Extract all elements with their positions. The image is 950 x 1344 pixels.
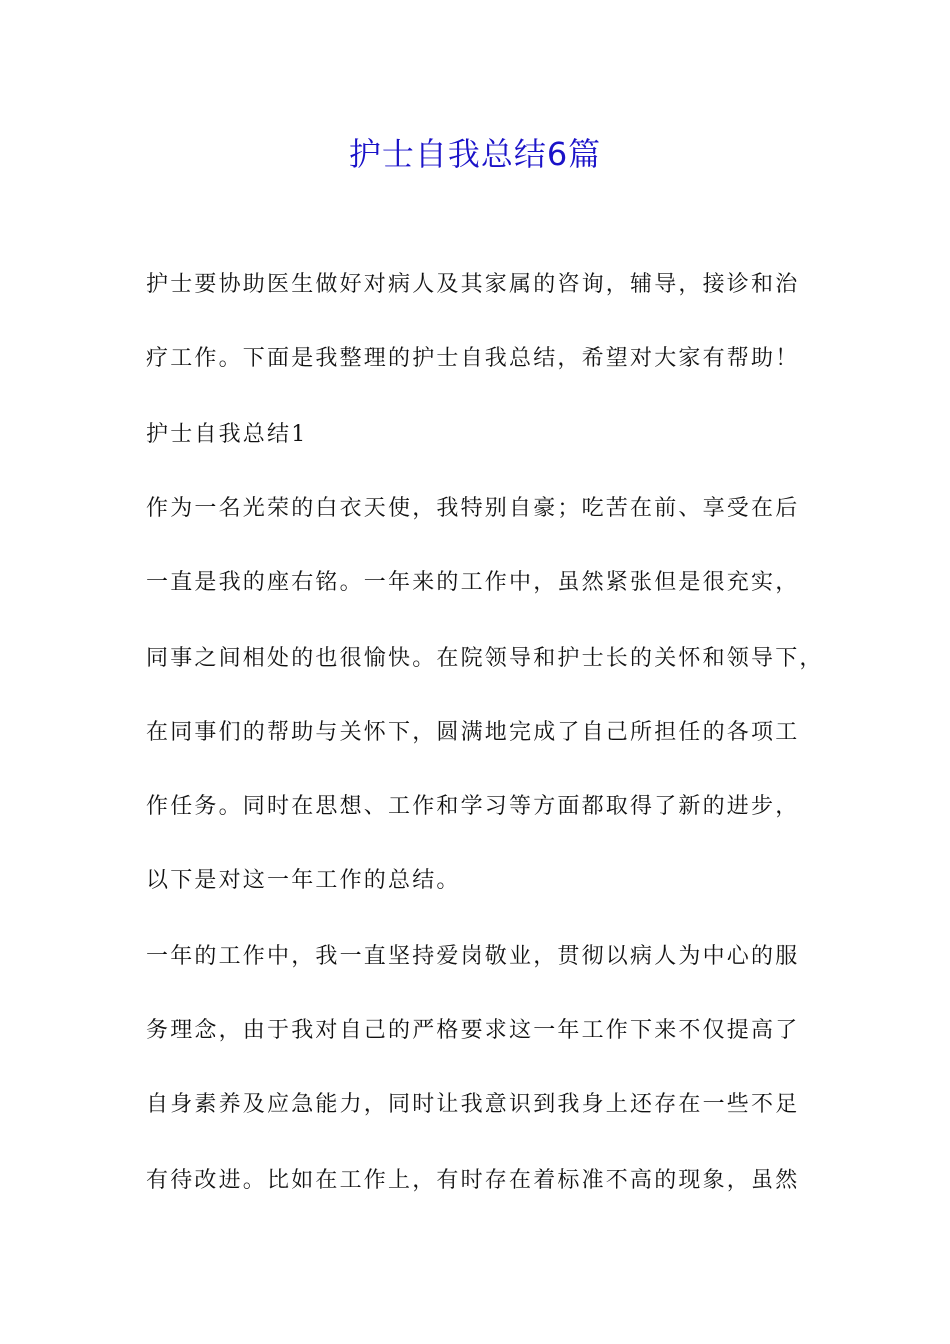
document-title: 护士自我总结6篇 (348, 135, 602, 173)
body-line-2: 疗工作。下面是我整理的护士自我总结，希望对大家有帮助！ (146, 346, 800, 371)
body-line-9: 以下是对这一年工作的总结。 (146, 868, 461, 893)
body-line-5: 一直是我的座右铭。一年来的工作中，虽然紧张但是很充实， (146, 570, 800, 595)
section-heading: 护士自我总结1 (146, 422, 308, 447)
body-line-4: 作为一名光荣的白衣天使，我特别自豪；吃苦在前、享受在后 (146, 496, 800, 521)
body-line-1: 护士要协助医生做好对病人及其家属的咨询，辅导，接诊和治 (146, 272, 800, 297)
body-line-13: 有待改进。比如在工作上，有时存在着标准不高的现象，虽然 (146, 1168, 800, 1193)
body-line-7: 在同事们的帮助与关怀下，圆满地完成了自己所担任的各项工 (146, 720, 800, 745)
body-line-6: 同事之间相处的也很愉快。在院领导和护士长的关怀和领导下， (146, 646, 824, 671)
body-line-12: 自身素养及应急能力，同时让我意识到我身上还存在一些不足 (146, 1092, 800, 1117)
body-line-10: 一年的工作中，我一直坚持爱岗敬业，贯彻以病人为中心的服 (146, 944, 800, 969)
body-line-11: 务理念，由于我对自己的严格要求这一年工作下来不仅提高了 (146, 1018, 800, 1043)
body-line-8: 作任务。同时在思想、工作和学习等方面都取得了新的进步， (146, 794, 800, 819)
